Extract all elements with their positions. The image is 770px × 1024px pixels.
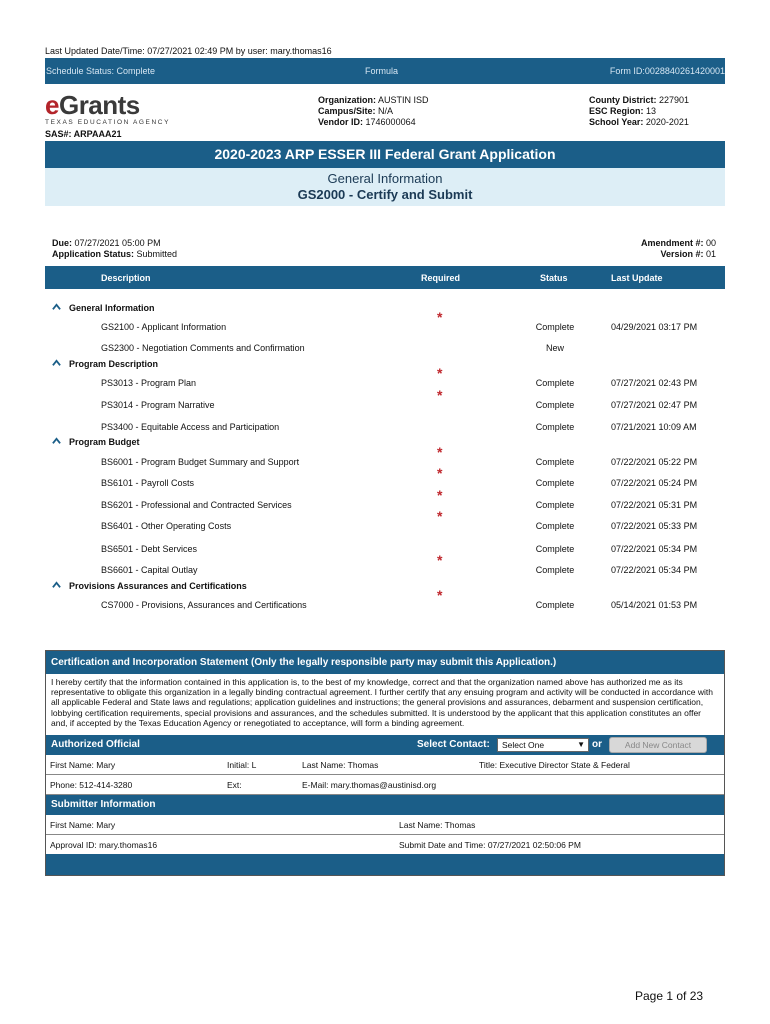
schedule-link[interactable]: GS2300 - Negotiation Comments and Confirmation bbox=[101, 343, 305, 353]
col-last-update: Last Update bbox=[611, 273, 663, 283]
schedule-link[interactable]: BS6601 - Capital Outlay bbox=[101, 565, 198, 575]
schedule-status: Complete bbox=[535, 400, 575, 410]
required-asterisk: * bbox=[437, 587, 443, 603]
required-asterisk: * bbox=[437, 465, 443, 481]
table-row bbox=[0, 587, 770, 612]
required-asterisk: * bbox=[437, 309, 443, 325]
county-info: County District: 227901 ESC Region: 13 School Year: 2020-2021 bbox=[589, 95, 690, 127]
table-row bbox=[0, 444, 770, 469]
schedule-status: Complete bbox=[535, 544, 575, 554]
required-asterisk: * bbox=[437, 552, 443, 568]
last-update: 04/29/2021 03:17 PM bbox=[611, 322, 698, 332]
or-label: or bbox=[592, 739, 602, 750]
table-row bbox=[0, 387, 770, 412]
schedule-status: Complete bbox=[535, 478, 575, 488]
chevron-up-icon[interactable] bbox=[52, 581, 61, 590]
schedule-link[interactable]: CS7000 - Provisions, Assurances and Certifications bbox=[101, 600, 307, 610]
schedule-status: Complete bbox=[535, 600, 575, 610]
table-row bbox=[0, 422, 770, 434]
last-update: 07/22/2021 05:31 PM bbox=[611, 500, 698, 510]
chevron-up-icon[interactable] bbox=[52, 359, 61, 368]
certification-panel bbox=[45, 650, 725, 876]
select-contact-dropdown[interactable]: Select One ▼ bbox=[497, 738, 589, 752]
submitter-info-heading: Submitter Information bbox=[51, 799, 156, 810]
last-update: 07/27/2021 02:47 PM bbox=[611, 400, 698, 410]
schedule-status: Complete bbox=[535, 500, 575, 510]
table-row bbox=[0, 487, 770, 512]
egrants-logo: eGrants TEXAS EDUCATION AGENCY bbox=[45, 90, 171, 126]
schedule-link[interactable]: PS3013 - Program Plan bbox=[101, 378, 197, 388]
schedule-link[interactable]: BS6101 - Payroll Costs bbox=[101, 478, 195, 488]
schedule-link[interactable]: BS6001 - Program Budget Summary and Support bbox=[101, 457, 300, 467]
submitter-row-2: Approval ID: mary.thomas16 Submit Date and Time: 07/27/2021 02:50:06 PM bbox=[46, 835, 724, 855]
due-info: Due: 07/27/2021 05:00 PM Application Status: Submitted bbox=[52, 238, 178, 259]
last-update: 07/22/2021 05:33 PM bbox=[611, 521, 698, 531]
add-new-contact-button[interactable]: Add New Contact bbox=[609, 737, 707, 753]
required-asterisk: * bbox=[437, 387, 443, 403]
submitter-row-1: First Name: Mary Last Name: Thomas bbox=[46, 815, 724, 835]
section-header[interactable] bbox=[52, 437, 140, 447]
col-description: Description bbox=[101, 273, 151, 283]
page-number: Page 1 of 23 bbox=[635, 989, 704, 1003]
organization-info: Organization: AUSTIN ISD Campus/Site: N/A Vendor ID: 1746000064 bbox=[318, 95, 429, 127]
schedule-status: Complete bbox=[535, 322, 575, 332]
certification-heading: Certification and Incorporation Statement (Only the legally responsible party may submit this Application.) bbox=[46, 651, 724, 674]
schedule-link[interactable]: BS6401 - Other Operating Costs bbox=[101, 521, 232, 531]
schedule-link[interactable]: PS3014 - Program Narrative bbox=[101, 400, 215, 410]
section-header[interactable] bbox=[52, 581, 247, 591]
form-id: Form ID:0028840261420001 bbox=[609, 66, 725, 76]
schedule-link[interactable]: GS2100 - Applicant Information bbox=[101, 322, 227, 332]
schedule-link[interactable]: BS6201 - Professional and Contracted Services bbox=[101, 500, 292, 510]
table-row bbox=[0, 309, 770, 334]
section-title: General Information bbox=[69, 303, 155, 313]
official-row-2: Phone: 512-414-3280 Ext: E-Mail: mary.thomas@austinisd.org bbox=[46, 775, 724, 795]
section-title: Program Budget bbox=[69, 437, 140, 447]
last-update: 07/22/2021 05:24 PM bbox=[611, 478, 698, 488]
col-status: Status bbox=[540, 273, 568, 283]
table-row bbox=[0, 508, 770, 533]
required-asterisk: * bbox=[437, 487, 443, 503]
schedule-status: New bbox=[545, 343, 564, 353]
last-update: 07/27/2021 02:43 PM bbox=[611, 378, 698, 388]
table-row bbox=[0, 343, 770, 355]
schedule-link[interactable]: PS3400 - Equitable Access and Participation bbox=[101, 422, 280, 432]
chevron-up-icon[interactable] bbox=[52, 437, 61, 446]
amendment-info: Amendment #: 00 Version #: 01 bbox=[640, 238, 716, 259]
last-update: 07/22/2021 05:22 PM bbox=[611, 457, 698, 467]
authorized-official-bar bbox=[46, 735, 724, 755]
official-row-1: First Name: Mary Initial: L Last Name: Thomas Title: Executive Director State & Federal bbox=[46, 755, 724, 775]
required-asterisk: * bbox=[437, 365, 443, 381]
schedule-status-bar bbox=[45, 58, 725, 84]
page-title: 2020-2023 ARP ESSER III Federal Grant Application bbox=[45, 141, 725, 168]
section-header[interactable] bbox=[52, 359, 158, 369]
last-updated-text: Last Updated Date/Time: 07/27/2021 02:49 PM by user: mary.thomas16 bbox=[45, 46, 332, 56]
required-asterisk: * bbox=[437, 444, 443, 460]
table-row bbox=[0, 544, 770, 556]
page-subtitle: General Information GS2000 - Certify and Submit bbox=[45, 168, 725, 206]
table-row bbox=[0, 552, 770, 577]
formula-label: Formula bbox=[365, 66, 399, 76]
schedule-link[interactable]: BS6501 - Debt Services bbox=[101, 544, 198, 554]
schedule-status: Complete bbox=[535, 378, 575, 388]
schedule-table-header bbox=[45, 266, 725, 289]
last-update: 07/22/2021 05:34 PM bbox=[611, 565, 698, 575]
section-title: Provisions Assurances and Certifications bbox=[69, 581, 247, 591]
schedule-status: Complete bbox=[535, 521, 575, 531]
last-update: 07/21/2021 10:09 AM bbox=[611, 422, 697, 432]
last-update: 05/14/2021 01:53 PM bbox=[611, 600, 698, 610]
schedule-status: Complete bbox=[535, 565, 575, 575]
schedule-status: Schedule Status: Complete bbox=[46, 66, 156, 76]
authorized-official-heading: Authorized Official bbox=[51, 739, 140, 750]
certification-text: I hereby certify that the information contained in this application is, to the best of my knowledge, correct and that the organization named above has authorized me as its representative to obligate this organization in a legally binding contractual agreement. I further certify that any ensuing program and activity will be conducted in accordance with all applicable Federal and State laws and regulations; application guidelines and instructions; the general provisions and assurances, debarment and suspension certification, lobbying certification requirements, special provisions and assurances, and the schedules submitted. It is understood by the applicant that this application constitutes an offer and, if accepted by the Texas Education Agency or renegotiated to acceptance, will form a binding agreement. bbox=[51, 677, 713, 728]
section-title: Program Description bbox=[69, 359, 159, 369]
section-header[interactable] bbox=[52, 303, 155, 313]
table-row bbox=[0, 365, 770, 390]
schedule-status: Complete bbox=[535, 422, 575, 432]
chevron-up-icon[interactable] bbox=[52, 303, 61, 312]
panel-footer-bar bbox=[46, 854, 724, 875]
chevron-down-icon: ▼ bbox=[577, 740, 585, 749]
select-contact-label: Select Contact: bbox=[417, 739, 490, 750]
col-required: Required bbox=[421, 273, 461, 283]
sas-number: SAS#: ARPAAA21 bbox=[45, 129, 122, 139]
schedule-status: Complete bbox=[535, 457, 575, 467]
last-update: 07/22/2021 05:34 PM bbox=[611, 544, 698, 554]
submitter-info-bar bbox=[46, 795, 724, 815]
required-asterisk: * bbox=[437, 508, 443, 524]
table-row bbox=[0, 465, 770, 490]
